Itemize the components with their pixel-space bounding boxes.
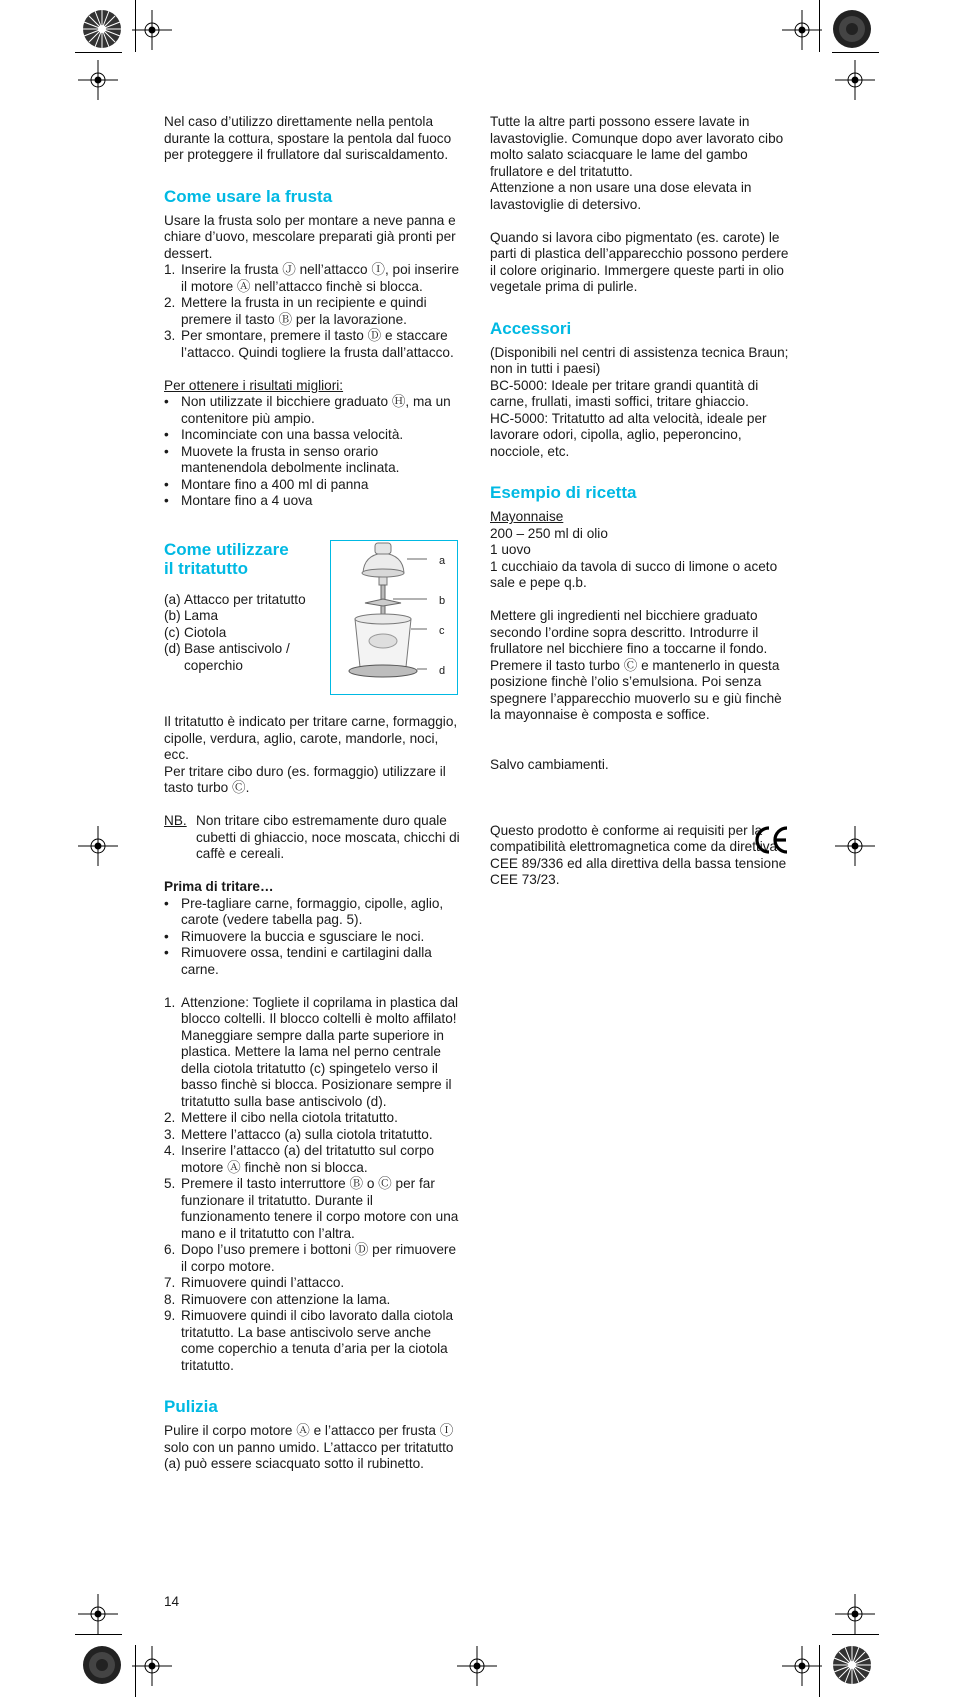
list-item: (d) Base antiscivolo / coperchio [164, 641, 290, 673]
chopper-parts-list [164, 592, 324, 675]
pigment-text: Quando si lavora cibo pigmentato (es. carote) le parti di plastica dell’apparecchio possono perdere il colore originario. Immergere queste parti in olio vegetale prima di pulirle. [490, 229, 789, 294]
accessory-bc5000: BC-5000: Ideale per tritare grandi quantità di carne, frullati, imasti soffici, tritare ghiaccio. [490, 377, 759, 409]
recipe-heading: Esempio di ricetta [490, 483, 637, 502]
list-item: • Rimuovere la buccia e sgusciare le noci. [164, 928, 425, 944]
figure-label-a: a [439, 554, 446, 567]
registration-mark-icon [835, 60, 875, 100]
list-item: 4. Inserire l’attacco (a) del tritatutto sul corpo motore Ⓐ finchè non si blocca. [164, 1143, 435, 1175]
intro-paragraph: Nel caso d’utilizzo direttamente nella pentola durante la cottura, spostare la pentola dal fuoco per proteggere il frullatore dal suriscaldamento. [164, 114, 452, 162]
turbo-note: Per tritare cibo duro (es. formaggio) utilizzare il tasto turbo Ⓒ. [164, 763, 446, 795]
figure-label-b: b [439, 594, 446, 607]
right-column [490, 114, 790, 889]
changes-note: Salvo cambiamenti. [490, 756, 609, 772]
list-item: 1. Attenzione: Togliete il coprilama in plastica dal blocco coltelli. Il blocco coltelli è molto affilato! Maneggiare sempre dalla parte superiore in plastica. Mettere la lama nel perno centrale della ciotola tritatutto (c) spingetelo verso il basso finchè si blocca. Posizionare sempre il tritatutto sulla base antiscivolo (d). [164, 994, 459, 1109]
list-item: 8. Rimuovere con attenzione la lama. [164, 1291, 391, 1307]
conformity-text: Questo prodotto è conforme ai requisiti per la compatibilità elettromagnetica come da direttiva CEE 89/336 ed alla direttiva della bassa tensione CEE 73/23. [490, 822, 787, 887]
dishwasher-text: Tutte la altre parti possono essere lavate in lavastoviglie. Comunque dopo aver lavorato cibo molto salato sciacquare le lame del gambo frullatore e del tritatutto. [490, 114, 784, 179]
whisk-steps [164, 262, 464, 361]
ce-mark-icon [754, 825, 790, 855]
ingredient: 1 uovo [490, 542, 531, 557]
list-item: • Montare fino a 400 ml di panna [164, 476, 369, 492]
list-item: 3. Mettere l’attacco (a) sulla ciotola tritatutto. [164, 1126, 433, 1142]
registration-mark-icon [132, 10, 172, 50]
before-list [164, 896, 464, 979]
trim-line [135, 0, 136, 52]
list-item: (b) Lama [164, 608, 219, 623]
trim-line [135, 1645, 136, 1697]
registration-mark-icon [782, 1646, 822, 1686]
list-item: 2. Mettere la frusta in un recipiente e quindi premere il tasto Ⓑ per la lavorazione. [164, 295, 427, 327]
registration-mark-icon [78, 826, 118, 866]
list-item: (c) Ciotola [164, 624, 227, 640]
accessory-hc5000: HC-5000: Tritatutto ad alta velocità, ideale per lavorare odori, cipolla, aglio, peperoncino, nocciole, etc. [490, 410, 767, 459]
print-color-wheel-icon [82, 1645, 122, 1685]
conformity-block [490, 823, 790, 889]
ingredient: sale e pepe q.b. [490, 575, 587, 590]
registration-mark-icon [835, 1594, 875, 1634]
registration-mark-icon [132, 1646, 172, 1686]
whisk-intro: Usare la frusta solo per montare a neve panna e chiare d’uovo, mescolare preparati già pronti per dessert. [164, 212, 456, 261]
detergent-text: Attenzione a non usare una dose elevata in lavastoviglie di detersivo. [490, 180, 752, 212]
print-color-wheel-icon [82, 9, 122, 49]
before-title: Prima di tritare… [164, 879, 274, 894]
list-item: • Muovete la frusta in senso orario mantenendola debolmente inclinata. [164, 443, 400, 475]
chopper-steps [164, 995, 464, 1375]
trim-line [75, 1634, 122, 1635]
registration-mark-icon [457, 1646, 497, 1686]
tips-title: Per ottenere i risultati migliori: [164, 377, 344, 393]
list-item: • Montare fino a 4 uova [164, 493, 313, 508]
list-item: 5. Premere il tasto interruttore Ⓑ o Ⓒ per far funzionare il tritatutto. Durante il funzionamento tenere il corpo motore con una mano e il tritatutto con l’altra. [164, 1176, 459, 1241]
registration-mark-icon [78, 1594, 118, 1634]
ingredient: 200 – 250 ml di olio [490, 525, 608, 541]
chopper-section [164, 540, 464, 1375]
nb-note [164, 813, 464, 863]
nb-text: Non tritare cibo estremamente duro quale cubetti di ghiaccio, noce moscata, chicchi di caffè e cereali. [196, 813, 460, 861]
chopper-description: Il tritatutto è indicato per tritare carne, formaggio, cipolle, verdura, aglio, carote, mandorle, noci, ecc. [164, 714, 458, 762]
recipe-method: Mettere gli ingredienti nel bicchiere graduato secondo l’ordine sopra descritto. Introdurre il frullatore nel bicchiere fino a toccarne il fondo. Premere il tasto turbo Ⓒ e mantenerlo in questa posizione finchè l’olio s’emulsiona. Poi senza spegnere l’apparecchio muoverlo su e giù finchè la mayonnaise è composta e soffice. [490, 608, 782, 722]
tips-list [164, 394, 464, 510]
registration-mark-icon [78, 60, 118, 100]
cleaning-text: Pulire il corpo motore Ⓐ e l’attacco per frusta Ⓘ solo con un panno umido. L’attacco per tritatutto (a) può essere sciacquato sotto il rubinetto. [164, 1423, 454, 1471]
list-item: 3. Per smontare, premere il tasto Ⓓ e staccare l’attacco. Quindi togliere la frusta dall’attacco. [164, 328, 454, 360]
list-item: (a) Attacco per tritatutto [164, 591, 306, 607]
recipe-title: Mayonnaise [490, 509, 564, 524]
list-item: • Rimuovere ossa, tendini e cartilagini dalla carne. [164, 945, 432, 977]
page-number: 14 [164, 1594, 180, 1609]
list-item: • Incominciate con una bassa velocità. [164, 427, 404, 442]
print-color-wheel-icon [832, 1645, 872, 1685]
cleaning-heading: Pulizia [164, 1397, 218, 1416]
trim-line [832, 1634, 879, 1635]
trim-line [819, 0, 820, 52]
ingredient: 1 cucchiaio da tavola di succo di limone o aceto [490, 558, 778, 574]
trim-line [75, 52, 122, 53]
accessories-availability: (Disponibili nel centri di assistenza tecnica Braun; non in tutti i paesi) [490, 344, 789, 376]
trim-line [832, 52, 879, 53]
accessories-heading: Accessori [490, 318, 572, 338]
chopper-figure [330, 540, 458, 695]
list-item: • Pre-tagliare carne, formaggio, cipolle, aglio, carote (vedere tabella pag. 5). [164, 895, 444, 927]
registration-mark-icon [835, 826, 875, 866]
list-item: 1. Inserire la frusta Ⓙ nell’attacco Ⓘ, poi inserire il motore Ⓐ nell’attacco finchè si blocca. [164, 262, 460, 294]
figure-label-c: c [439, 624, 445, 637]
list-item: • Non utilizzate il bicchiere graduato Ⓗ, ma un contenitore più ampio. [164, 394, 451, 426]
figure-label-d: d [439, 664, 446, 677]
chopper-heading: Come utilizzare il tritatutto [164, 539, 289, 578]
whisk-heading: Come usare la frusta [164, 186, 333, 206]
print-color-wheel-icon [832, 9, 872, 49]
left-column [164, 114, 464, 1473]
trim-line [819, 1645, 820, 1697]
list-item: 6. Dopo l’uso premere i bottoni Ⓓ per rimuovere il corpo motore. [164, 1242, 457, 1274]
list-item: 7. Rimuovere quindi l’attacco. [164, 1275, 345, 1290]
nb-label: NB. [164, 813, 187, 828]
list-item: 2. Mettere il cibo nella ciotola tritatutto. [164, 1110, 398, 1125]
registration-mark-icon [782, 10, 822, 50]
list-item: 9. Rimuovere quindi il cibo lavorato dalla ciotola tritatutto. La base antiscivolo serve anche come coperchio a tenuta d’aria per la ciotola tritatutto. [164, 1308, 454, 1373]
